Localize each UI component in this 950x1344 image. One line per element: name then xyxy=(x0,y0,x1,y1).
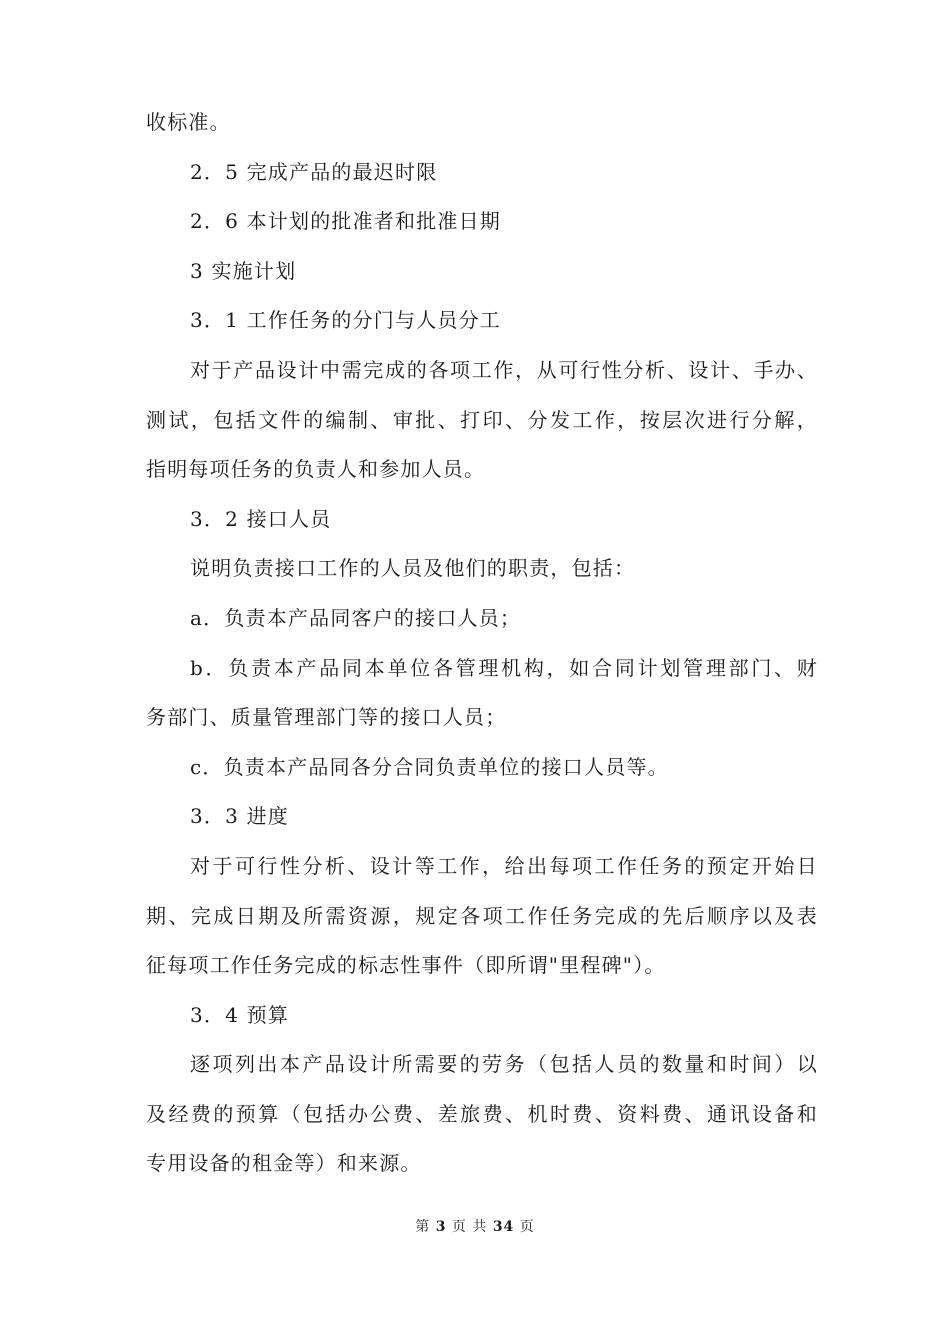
footer-middle: 页 共 xyxy=(451,1219,488,1235)
document-body xyxy=(146,98,818,1189)
total-page-count: 34 xyxy=(492,1219,515,1235)
list-item-a: a．负责本产品同客户的接口人员； xyxy=(190,605,522,630)
paragraph-line: 对于产品设计中需完成的各项工作，从可行性分析、设计、手办、 xyxy=(190,357,818,382)
page-footer xyxy=(0,1216,950,1236)
section-heading-3-3: 3．3 进度 xyxy=(190,804,290,829)
paragraph-line: 指明每项任务的负责人和参加人员。 xyxy=(146,457,486,482)
paragraph-line: 期、完成日期及所需资源，规定各项工作任务完成的先后顺序以及表 xyxy=(146,903,818,928)
current-page-number: 3 xyxy=(435,1219,447,1235)
paragraph-line: 征每项工作任务完成的标志性事件（即所谓"里程碑"）。 xyxy=(146,953,666,978)
list-item-c: c．负责本产品同各分合同负责单位的接口人员等。 xyxy=(190,754,669,779)
section-heading-2-6: 2．6 本计划的批准者和批准日期 xyxy=(190,209,502,234)
section-heading-3-2: 3．2 接口人员 xyxy=(190,506,332,531)
footer-prefix: 第 xyxy=(415,1219,431,1235)
paragraph-line: 逐项列出本产品设计所需要的劳务（包括人员的数量和时间）以 xyxy=(190,1052,818,1077)
paragraph-line: 对于可行性分析、设计等工作，给出每项工作任务的预定开始日 xyxy=(190,853,818,878)
paragraph-line: 测试，包括文件的编制、审批、打印、分发工作，按层次进行分解， xyxy=(146,407,818,432)
section-heading-3: 3 实施计划 xyxy=(190,258,297,283)
section-heading-3-4: 3．4 预算 xyxy=(190,1002,290,1027)
section-heading-2-5: 2．5 完成产品的最迟时限 xyxy=(190,159,438,184)
paragraph-line: 及经费的预算（包括办公费、差旅费、机时费、资料费、通讯设备和 xyxy=(146,1101,818,1126)
list-item-b-continued: 务部门、质量管理部门等的接口人员； xyxy=(146,705,507,730)
list-item-b: b．负责本产品同本单位各管理机构，如合同计划管理部门、财 xyxy=(190,655,818,680)
paragraph-line: 收标准。 xyxy=(146,110,231,134)
paragraph-line: 说明负责接口工作的人员及他们的职责，包括： xyxy=(190,556,636,581)
paragraph-line: 专用设备的租金等）和来源。 xyxy=(146,1151,422,1176)
footer-suffix: 页 xyxy=(519,1219,535,1235)
section-heading-3-1: 3．1 工作任务的分门与人员分工 xyxy=(190,308,502,333)
